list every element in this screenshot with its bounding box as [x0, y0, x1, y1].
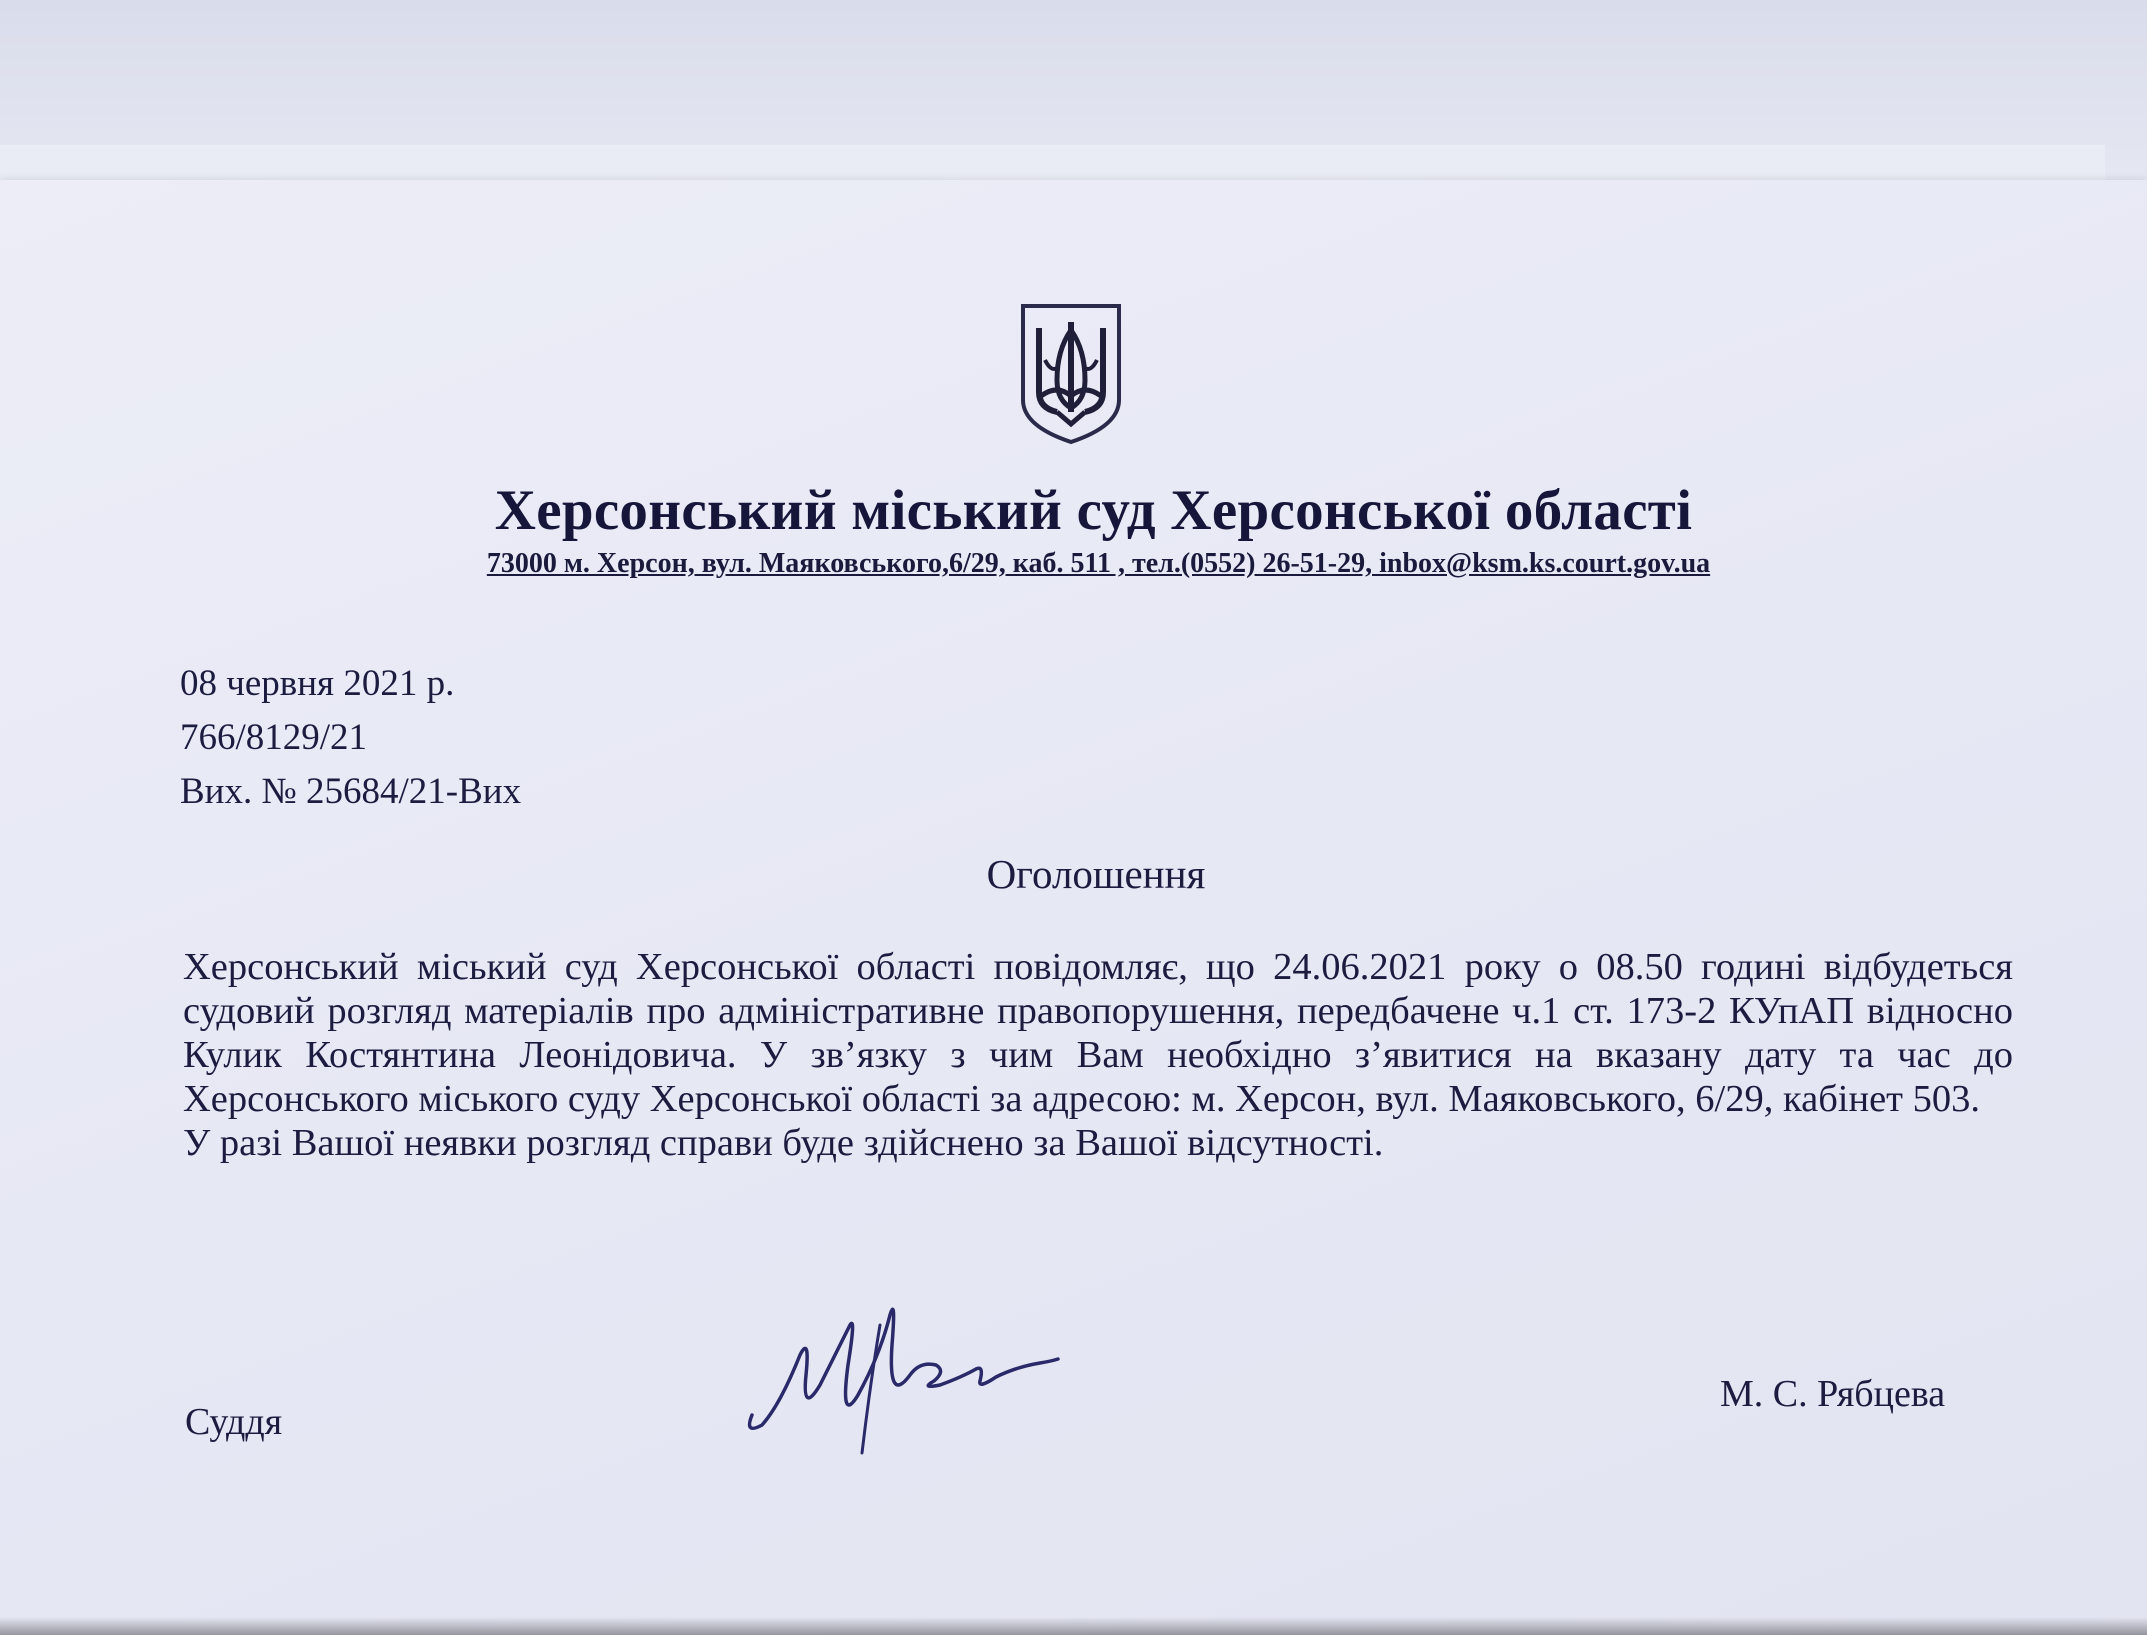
outgoing-number: Вих. № 25684/21-Вих: [180, 771, 522, 812]
document-date: 08 червня 2021 р.: [180, 663, 455, 704]
case-number: 766/8129/21: [180, 717, 368, 758]
notice-body: [183, 945, 2013, 1165]
ukraine-coat-of-arms-icon: [1017, 300, 1125, 446]
court-name-heading: Херсонський міський суд Херсонської області: [494, 479, 1693, 542]
notice-title: Оголошення: [986, 851, 1206, 897]
handwritten-signature-icon: [740, 1285, 1060, 1455]
notice-paragraph-main: Херсонський міський суд Херсонської області повідомляє, що 24.06.2021 року о 08.50 годині відбудеться судовий розгляд матеріалів про адміністративне правопорушення, передбачене ч.1 ст. 173-2 КУпАП відносно Кулик Костянтина Леонідовича. У зв’язку з чим Вам необхідно з’явитися на вказану дату та час до Херсонського міського суду Херсонської області за адресою: м. Херсон, вул. Маяковського, 6/29, кабінет 503.: [183, 946, 2013, 1120]
court-address-line: 73000 м. Херсон, вул. Маяковського,6/29, каб. 511 , тел.(0552) 26-51-29, inbox@ksm.ks.court.gov.ua: [486, 548, 1711, 579]
photo-bottom-shadow: [0, 1617, 2147, 1635]
judge-label: Суддя: [185, 1401, 283, 1443]
judge-name: М. С. Рябцева: [1720, 1373, 1946, 1415]
notice-paragraph-absence: У разі Вашої неявки розгляд справи буде здійснено за Вашої відсутності.: [183, 1122, 1384, 1164]
document-meta: [180, 657, 521, 819]
